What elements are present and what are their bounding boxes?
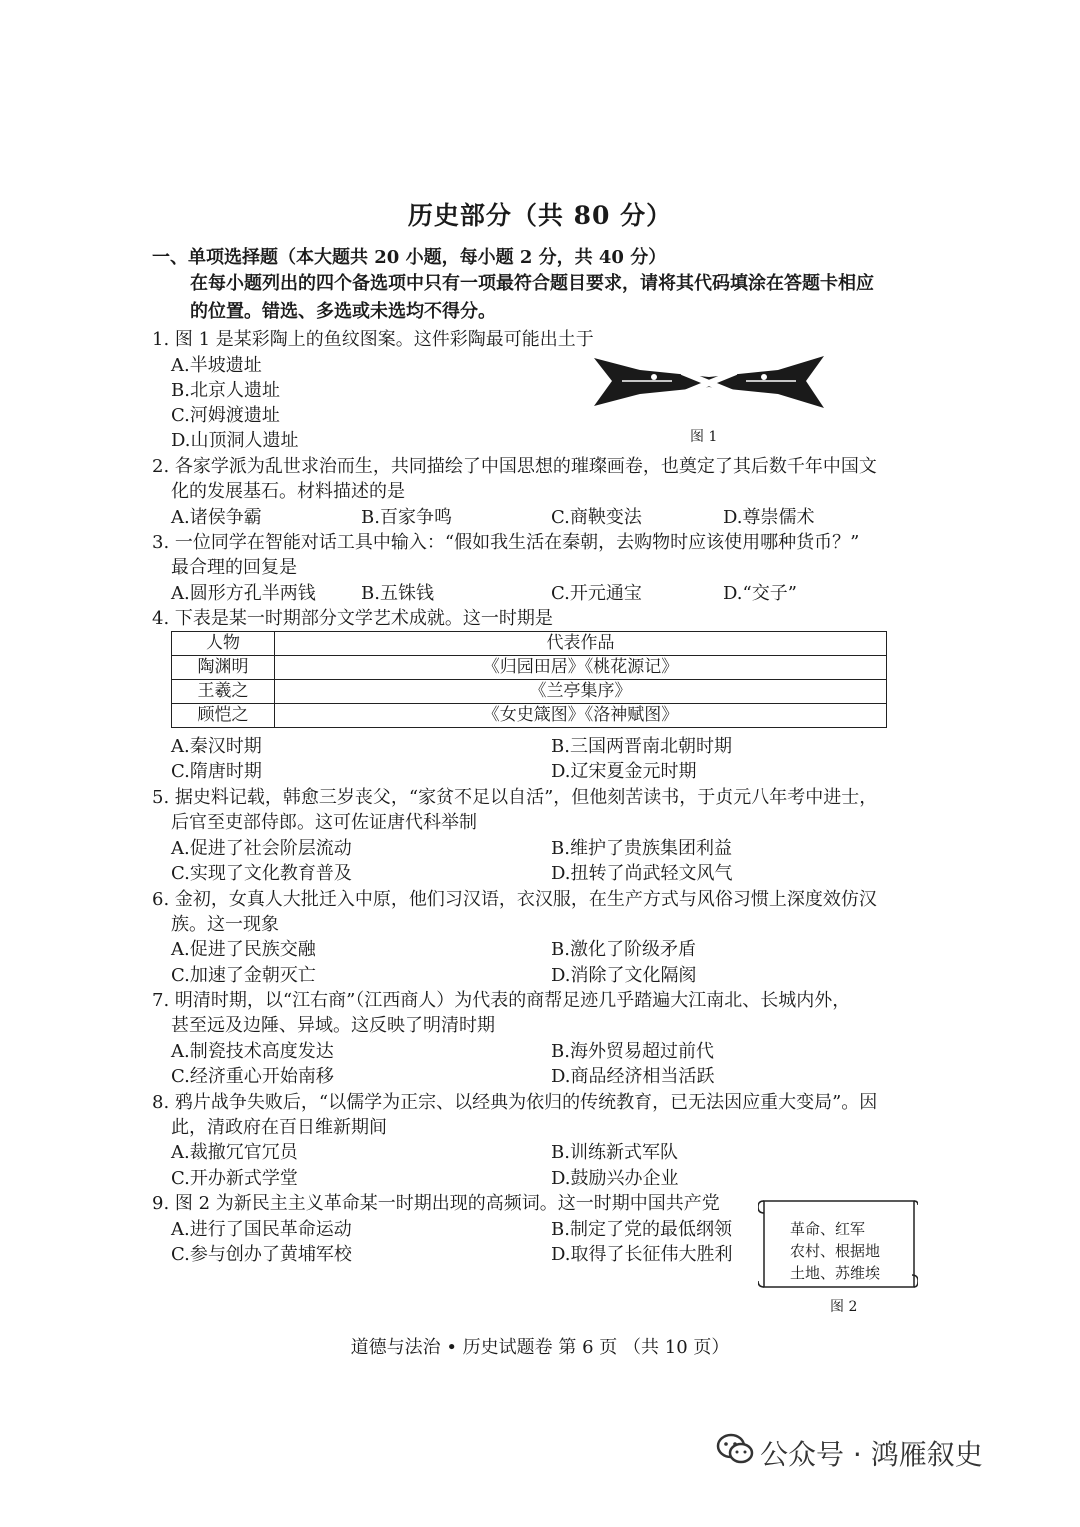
q7-option-a: A.制瓷技术高度发达 (171, 1041, 334, 1062)
table-header-cell: 人物 (172, 632, 275, 656)
table-row (172, 704, 887, 728)
q7-option-b: B.海外贸易超过前代 (551, 1041, 714, 1062)
table-cell: 顾恺之 (172, 704, 275, 728)
q2-stem-line1: 2. 各家学派为乱世求治而生，共同描绘了中国思想的璀璨画卷，也奠定了其后数千年中国文 (152, 456, 877, 477)
q2-option-b: B.百家争鸣 (361, 507, 452, 528)
q8-stem-line1: 8. 鸦片战争失败后，“以儒学为正宗、以经典为依归的传统教育，已无法因应重大变局”。因 (152, 1092, 878, 1113)
fig1-caption: 图 1 (690, 429, 718, 445)
q3-stem-line2: 最合理的回复是 (171, 557, 297, 578)
q5-option-d: D.扭转了尚武轻文风气 (551, 863, 733, 884)
table-cell: 王羲之 (172, 680, 275, 704)
q4-option-c: C.隋唐时期 (171, 761, 262, 782)
q8-stem-line2: 此，清政府在百日维新期间 (171, 1117, 387, 1138)
q7-stem-line2: 甚至远及边陲、异域。这反映了明清时期 (171, 1015, 495, 1036)
q4-option-b: B.三国两晋南北朝时期 (551, 736, 732, 757)
table-cell: 《女史箴图》《洛神赋图》 (275, 704, 887, 728)
q6-stem-line2: 族。这一现象 (171, 914, 279, 935)
q1-option-d: D.山顶洞人遗址 (171, 430, 299, 451)
q2-option-a: A.诸侯争霸 (171, 507, 262, 528)
q6-option-d: D.消除了文化隔阂 (551, 965, 697, 986)
section-heading: 一、单项选择题（本大题共 20 小题，每小题 2 分，共 40 分） (152, 247, 667, 268)
q3-option-b: B.五铢钱 (361, 583, 434, 604)
fish-pattern-figure (592, 350, 826, 412)
q7-option-d: D.商品经济相当活跃 (551, 1066, 715, 1087)
q8-option-d: D.鼓励兴办企业 (551, 1168, 679, 1189)
table-header-cell: 代表作品 (275, 632, 887, 656)
section-instruction-line1: 在每小题列出的四个备选项中只有一项最符合题目要求，请将其代码填涂在答题卡相应 (190, 273, 874, 294)
q1-option-b: B.北京人遗址 (171, 380, 280, 401)
scroll-line: 革命、红军 (790, 1220, 866, 1238)
q3-option-c: C.开元通宝 (551, 583, 642, 604)
q9-option-c: C.参与创办了黄埔军校 (171, 1244, 352, 1265)
page-title: 历史部分（共 80 分） (407, 201, 673, 230)
scroll-figure (758, 1195, 918, 1290)
q8-option-b: B.训练新式军队 (551, 1142, 678, 1163)
q2-option-c: C.商鞅变法 (551, 507, 642, 528)
scroll-line: 土地、苏维埃 (790, 1264, 881, 1282)
wechat-icon (716, 1432, 754, 1466)
scroll-line: 农村、根据地 (790, 1242, 881, 1260)
q5-stem-line2: 后官至吏部侍郎。这可佐证唐代科举制 (171, 812, 477, 833)
q9-stem: 9. 图 2 为新民主主义革命某一时期出现的高频词。这一时期中国共产党 (152, 1193, 720, 1214)
q1-stem: 1. 图 1 是某彩陶上的鱼纹图案。这件彩陶最可能出土于 (152, 329, 594, 350)
table-cell: 《归园田居》《桃花源记》 (275, 656, 887, 680)
q4-stem: 4. 下表是某一时期部分文学艺术成就。这一时期是 (152, 608, 553, 629)
q1-option-a: A.半坡遗址 (171, 355, 262, 376)
page-footer: 道德与法治 • 历史试题卷 第 6 页 （共 10 页） (350, 1337, 730, 1358)
table-header-row (172, 632, 887, 656)
q3-stem-line1: 3. 一位同学在智能对话工具中输入：“假如我生活在秦朝，去购物时应该使用哪种货币？” (152, 532, 860, 553)
q7-option-c: C.经济重心开始南移 (171, 1066, 334, 1087)
q9-option-d: D.取得了长征伟大胜利 (551, 1244, 733, 1265)
q6-option-c: C.加速了金朝灭亡 (171, 965, 316, 986)
q3-option-a: A.圆形方孔半两钱 (171, 583, 316, 604)
q8-option-c: C.开办新式学堂 (171, 1168, 298, 1189)
q4-option-a: A.秦汉时期 (171, 736, 262, 757)
fig2-caption: 图 2 (830, 1299, 858, 1315)
q3-option-d: D.“交子” (723, 583, 797, 604)
q5-option-b: B.维护了贵族集团利益 (551, 838, 732, 859)
q6-stem-line1: 6. 金初，女真人大批迁入中原，他们习汉语，衣汉服，在生产方式与风俗习惯上深度效仿汉 (152, 889, 877, 910)
q2-option-d: D.尊崇儒术 (723, 507, 815, 528)
q5-option-a: A.促进了社会阶层流动 (171, 838, 352, 859)
watermark-text: 公众号 · 鸿雁叙史 (760, 1438, 983, 1471)
q5-stem-line1: 5. 据史料记载，韩愈三岁丧父，“家贫不足以自活”，但他刻苦读书，于贞元八年考中进士， (152, 787, 878, 808)
q6-option-a: A.促进了民族交融 (171, 939, 316, 960)
q9-option-a: A.进行了国民革命运动 (171, 1219, 352, 1240)
literature-table (171, 631, 887, 728)
q2-stem-line2: 化的发展基石。材料描述的是 (171, 481, 405, 502)
q8-option-a: A.裁撤冗官冗员 (171, 1142, 298, 1163)
table-cell: 《兰亭集序》 (275, 680, 887, 704)
q4-option-d: D.辽宋夏金元时期 (551, 761, 697, 782)
table-row (172, 656, 887, 680)
section-instruction-line2: 的位置。错选、多选或未选均不得分。 (190, 301, 496, 322)
q9-option-b: B.制定了党的最低纲领 (551, 1219, 732, 1240)
q7-stem-line1: 7. 明清时期，以“江右商”（江西商人）为代表的商帮足迹几乎踏遍大江南北、长城内外， (152, 990, 851, 1011)
q6-option-b: B.激化了阶级矛盾 (551, 939, 696, 960)
q5-option-c: C.实现了文化教育普及 (171, 863, 352, 884)
q1-option-c: C.河姆渡遗址 (171, 405, 280, 426)
table-cell: 陶渊明 (172, 656, 275, 680)
table-row (172, 680, 887, 704)
